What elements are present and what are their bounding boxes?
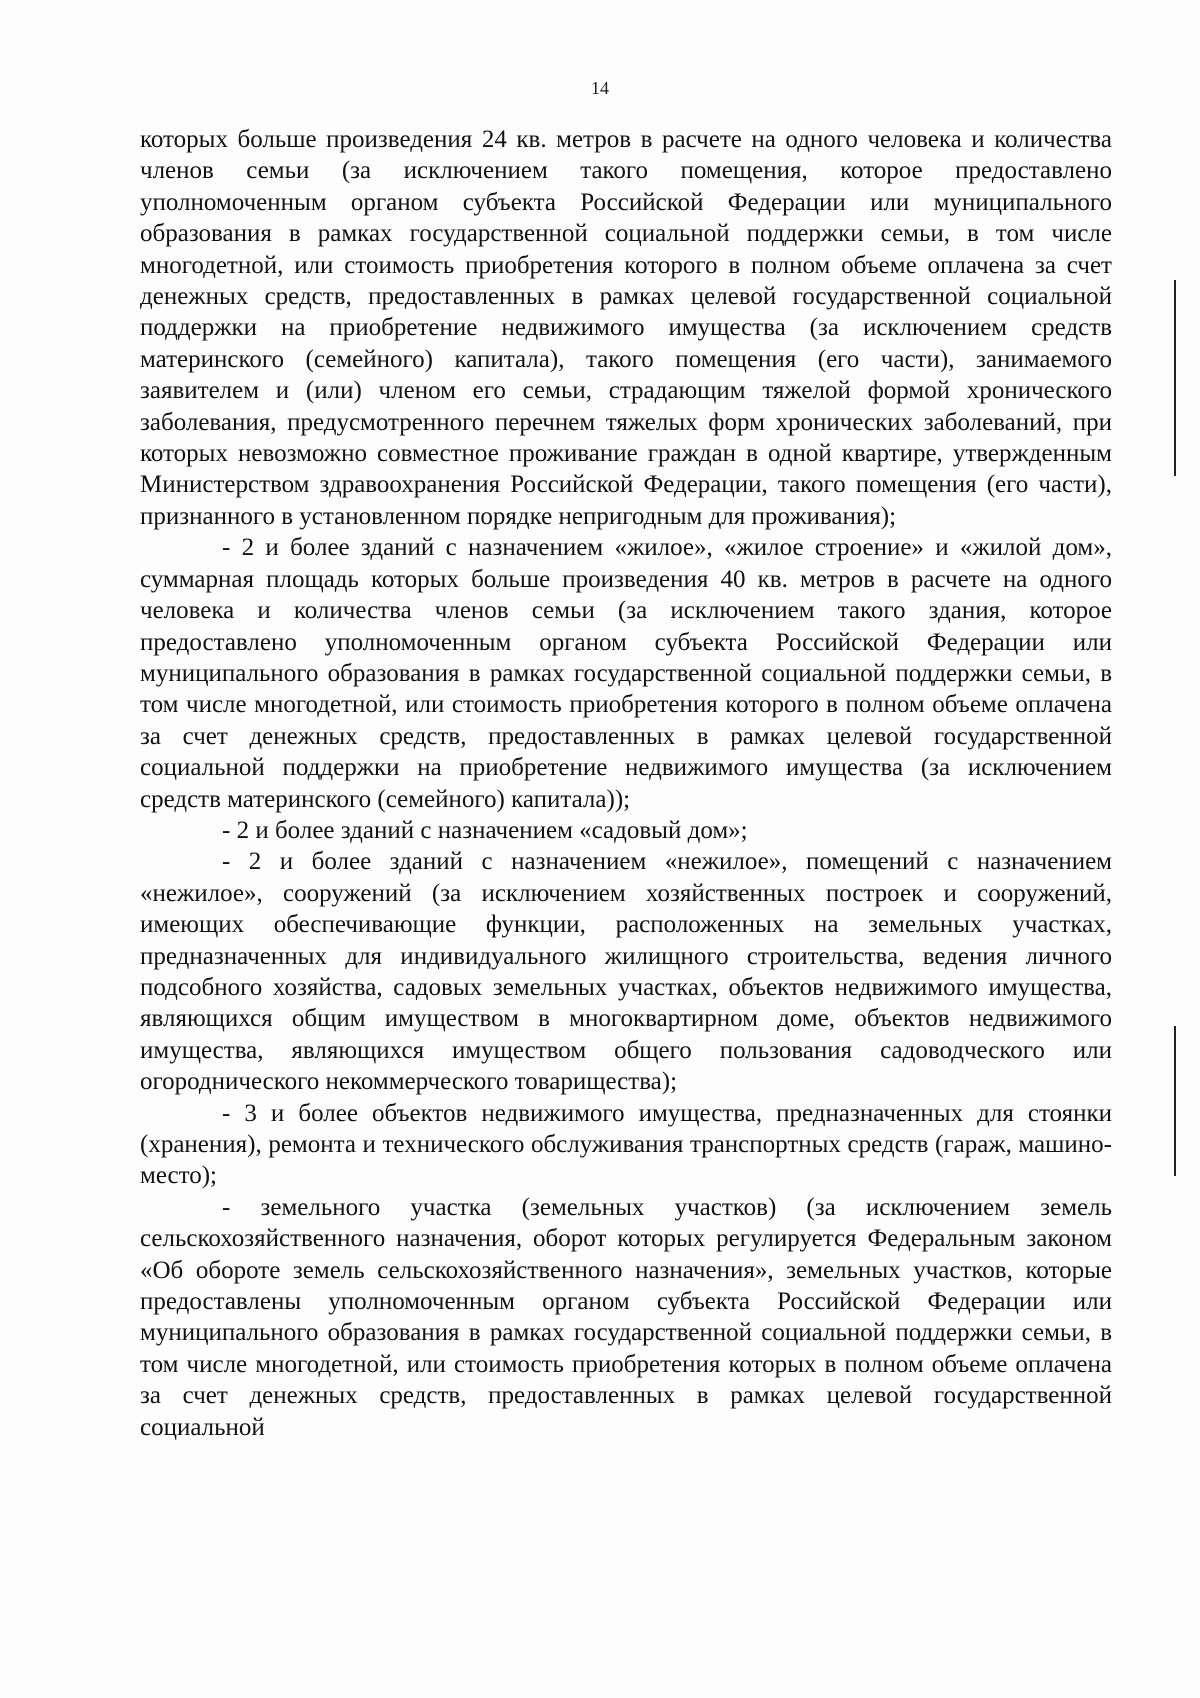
scan-artifact-line (1174, 280, 1176, 476)
scan-artifact-line (1174, 1026, 1176, 1176)
paragraph: которых больше произведения 24 кв. метров в расчете на одного человека и количества членов семьи (за исключением такого помещения, которое предоставлено уполномоченным органом субъекта Российской Федерации или муниципального образования в рамках государственной социальной поддержки семьи, в том числе многодетной, или стоимость приобретения которого в полном объеме оплачена за счет денежных средств, предоставленных в рамках целевой государственной социальной поддержки на приобретение недвижимого имущества (за исключением средств материнского (семейного) капитала), такого помещения (его части), занимаемого заявителем и (или) членом его семьи, страдающим тяжелой формой хронического заболевания, предусмотренного перечнем тяжелых форм хронических заболеваний, при которых невозможно совместное проживание граждан в одной квартире, утвержденным Министерством здравоохранения Российской Федерации, такого помещения (его части), признанного в установленном порядке непригодным для проживания); (140, 126, 1112, 530)
paragraph: - 2 и более зданий с назначением «нежилое», помещений с назначением «нежилое», сооружений (за исключением хозяйственных построек и сооружений, имеющих обеспечивающие функции, расположенных на земельных участках, предназначенных для индивидуального жилищного строительства, ведения личного подсобного хозяйства, садовых земельных участках, объектов недвижимого имущества, являющихся общим имуществом в многоквартирном доме, объектов недвижимого имущества, являющихся имуществом общего пользования садоводческого или огороднического некоммерческого товарищества); (140, 848, 1112, 1096)
page-number: 14 (591, 78, 609, 98)
paragraph: - земельного участка (земельных участков) (за исключением земель сельскохозяйственного назначения, оборот которых регулируется Федеральным законом «Об обороте земель сельскохозяйственного назначения», земельных участков, которые предоставлены уполномоченным органом субъекта Российской Федерации или муниципального образования в рамках государственной социальной поддержки семьи, в том числе многодетной, или стоимость приобретения которых в полном объеме оплачена за счет денежных средств, предоставленных в рамках целевой государственной социальной (140, 1193, 1112, 1441)
paragraph: - 3 и более объектов недвижимого имущества, предназначенных для стоянки (хранения), ремонта и технического обслуживания транспортных средств (гараж, машино-место); (140, 1099, 1112, 1190)
paragraph: - 2 и более зданий с назначением «садовый дом»; (222, 816, 748, 844)
document-body (140, 124, 1112, 1443)
paragraph: - 2 и более зданий с назначением «жилое», «жилое строение» и «жилой дом», суммарная площадь которых больше произведения 40 кв. метров в расчете на одного человека и количества членов семьи (за исключением такого здания, которое предоставлено уполномоченным органом субъекта Российской Федерации или муниципального образования в рамках государственной социальной поддержки семьи, в том числе многодетной, или стоимость приобретения которого в полном объеме оплачена за счет денежных средств, предоставленных в рамках целевой государственной социальной поддержки на приобретение недвижимого имущества (за исключением средств материнского (семейного) капитала)); (140, 534, 1112, 813)
